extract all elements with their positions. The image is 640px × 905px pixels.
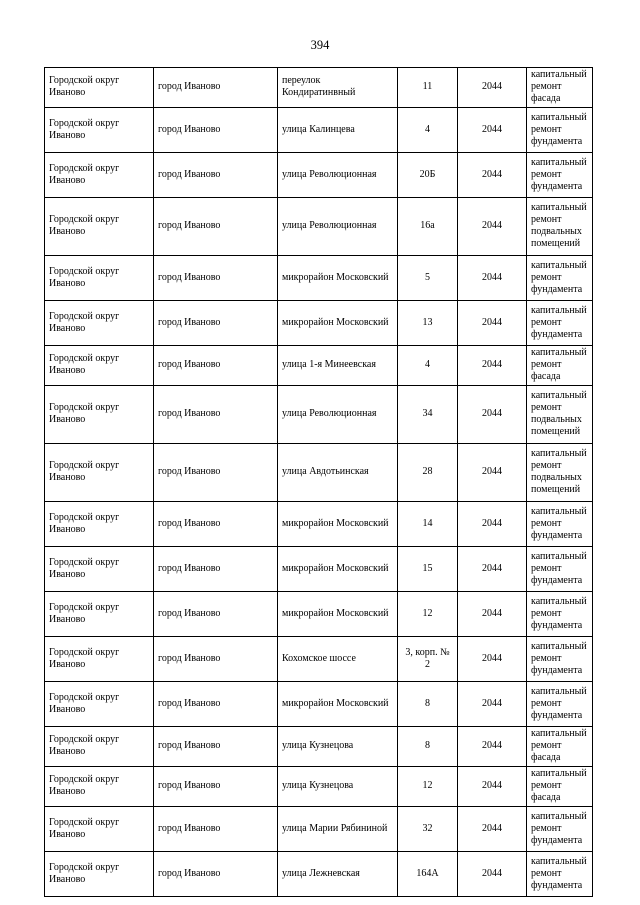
house-cell: 11 — [398, 68, 458, 108]
page-number: 394 — [310, 38, 330, 52]
work-type-cell: капитальный ремонт фундамента — [527, 682, 593, 727]
table-row — [45, 852, 593, 897]
year-cell: 2044 — [458, 108, 527, 153]
repair-schedule-table — [44, 67, 593, 897]
house-cell: 12 — [398, 767, 458, 807]
street-cell: микрорайон Московский — [278, 592, 398, 637]
district-cell: Городской округ Иваново — [45, 346, 154, 386]
house-cell: 12 — [398, 592, 458, 637]
house-cell: 20Б — [398, 153, 458, 198]
house-cell: 4 — [398, 108, 458, 153]
house-cell: 34 — [398, 386, 458, 444]
table-row — [45, 682, 593, 727]
district-cell: Городской округ Иваново — [45, 502, 154, 547]
district-cell: Городской округ Иваново — [45, 108, 154, 153]
street-cell: микрорайон Московский — [278, 256, 398, 301]
table-row — [45, 444, 593, 502]
district-cell: Городской округ Иваново — [45, 727, 154, 767]
work-type-cell: капитальный ремонт фундамента — [527, 108, 593, 153]
locality-cell: город Иваново — [154, 682, 278, 727]
year-cell: 2044 — [458, 682, 527, 727]
district-cell: Городской округ Иваново — [45, 592, 154, 637]
house-cell: 32 — [398, 807, 458, 852]
work-type-cell: капитальный ремонт фундамента — [527, 592, 593, 637]
locality-cell: город Иваново — [154, 592, 278, 637]
district-cell: Городской округ Иваново — [45, 767, 154, 807]
table-row — [45, 807, 593, 852]
year-cell: 2044 — [458, 198, 527, 256]
street-cell: улица 1-я Минеевская — [278, 346, 398, 386]
street-cell: переулок Кондиратинвный — [278, 68, 398, 108]
work-type-cell: капитальный ремонт фундамента — [527, 807, 593, 852]
year-cell: 2044 — [458, 727, 527, 767]
street-cell: улица Авдотьинская — [278, 444, 398, 502]
house-cell: 3, корп. № 2 — [398, 637, 458, 682]
locality-cell: город Иваново — [154, 346, 278, 386]
table-row — [45, 547, 593, 592]
locality-cell: город Иваново — [154, 153, 278, 198]
district-cell: Городской округ Иваново — [45, 682, 154, 727]
table-row — [45, 198, 593, 256]
work-type-cell: капитальный ремонт подвальных помещений — [527, 198, 593, 256]
house-cell: 14 — [398, 502, 458, 547]
year-cell: 2044 — [458, 346, 527, 386]
street-cell: улица Калинцева — [278, 108, 398, 153]
street-cell: улица Кузнецова — [278, 727, 398, 767]
work-type-cell: капитальный ремонт фундамента — [527, 637, 593, 682]
locality-cell: город Иваново — [154, 807, 278, 852]
work-type-cell: капитальный ремонт подвальных помещений — [527, 444, 593, 502]
table-row — [45, 301, 593, 346]
year-cell: 2044 — [458, 502, 527, 547]
locality-cell: город Иваново — [154, 301, 278, 346]
street-cell: улица Революционная — [278, 153, 398, 198]
year-cell: 2044 — [458, 807, 527, 852]
house-cell: 4 — [398, 346, 458, 386]
street-cell: микрорайон Московский — [278, 301, 398, 346]
locality-cell: город Иваново — [154, 68, 278, 108]
street-cell: улица Революционная — [278, 198, 398, 256]
street-cell: Кохомское шоссе — [278, 637, 398, 682]
work-type-cell: капитальный ремонт фасада — [527, 346, 593, 386]
work-type-cell: капитальный ремонт фундамента — [527, 256, 593, 301]
house-cell: 8 — [398, 727, 458, 767]
year-cell: 2044 — [458, 852, 527, 897]
year-cell: 2044 — [458, 301, 527, 346]
table-row — [45, 767, 593, 807]
year-cell: 2044 — [458, 637, 527, 682]
district-cell: Городской округ Иваново — [45, 547, 154, 592]
work-type-cell: капитальный ремонт фундамента — [527, 502, 593, 547]
district-cell: Городской округ Иваново — [45, 444, 154, 502]
district-cell: Городской округ Иваново — [45, 256, 154, 301]
year-cell: 2044 — [458, 386, 527, 444]
work-type-cell: капитальный ремонт фундамента — [527, 547, 593, 592]
locality-cell: город Иваново — [154, 852, 278, 897]
locality-cell: город Иваново — [154, 198, 278, 256]
year-cell: 2044 — [458, 547, 527, 592]
year-cell: 2044 — [458, 153, 527, 198]
house-cell: 5 — [398, 256, 458, 301]
street-cell: микрорайон Московский — [278, 682, 398, 727]
year-cell: 2044 — [458, 444, 527, 502]
table-row — [45, 256, 593, 301]
locality-cell: город Иваново — [154, 502, 278, 547]
locality-cell: город Иваново — [154, 444, 278, 502]
district-cell: Городской округ Иваново — [45, 807, 154, 852]
work-type-cell: капитальный ремонт фасада — [527, 68, 593, 108]
locality-cell: город Иваново — [154, 637, 278, 682]
locality-cell: город Иваново — [154, 108, 278, 153]
table-row — [45, 68, 593, 108]
year-cell: 2044 — [458, 767, 527, 807]
district-cell: Городской округ Иваново — [45, 386, 154, 444]
work-type-cell: капитальный ремонт фасада — [527, 767, 593, 807]
district-cell: Городской округ Иваново — [45, 153, 154, 198]
street-cell: микрорайон Московский — [278, 547, 398, 592]
work-type-cell: капитальный ремонт фундамента — [527, 301, 593, 346]
work-type-cell: капитальный ремонт фундамента — [527, 852, 593, 897]
street-cell: микрорайон Московский — [278, 502, 398, 547]
locality-cell: город Иваново — [154, 386, 278, 444]
district-cell: Городской округ Иваново — [45, 301, 154, 346]
locality-cell: город Иваново — [154, 767, 278, 807]
year-cell: 2044 — [458, 256, 527, 301]
house-cell: 8 — [398, 682, 458, 727]
year-cell: 2044 — [458, 68, 527, 108]
work-type-cell: капитальный ремонт фундамента — [527, 153, 593, 198]
district-cell: Городской округ Иваново — [45, 68, 154, 108]
year-cell: 2044 — [458, 592, 527, 637]
table-row — [45, 386, 593, 444]
house-cell: 28 — [398, 444, 458, 502]
street-cell: улица Кузнецова — [278, 767, 398, 807]
house-cell: 164А — [398, 852, 458, 897]
house-cell: 16а — [398, 198, 458, 256]
table-row — [45, 108, 593, 153]
work-type-cell: капитальный ремонт подвальных помещений — [527, 386, 593, 444]
locality-cell: город Иваново — [154, 256, 278, 301]
district-cell: Городской округ Иваново — [45, 637, 154, 682]
district-cell: Городской округ Иваново — [45, 852, 154, 897]
house-cell: 15 — [398, 547, 458, 592]
table-row — [45, 592, 593, 637]
table-row — [45, 346, 593, 386]
street-cell: улица Марии Рябининой — [278, 807, 398, 852]
district-cell: Городской округ Иваново — [45, 198, 154, 256]
locality-cell: город Иваново — [154, 547, 278, 592]
work-type-cell: капитальный ремонт фасада — [527, 727, 593, 767]
house-cell: 13 — [398, 301, 458, 346]
table-row — [45, 502, 593, 547]
table-row — [45, 153, 593, 198]
locality-cell: город Иваново — [154, 727, 278, 767]
street-cell: улица Революционная — [278, 386, 398, 444]
street-cell: улица Лежневская — [278, 852, 398, 897]
table-row — [45, 727, 593, 767]
table-row — [45, 637, 593, 682]
